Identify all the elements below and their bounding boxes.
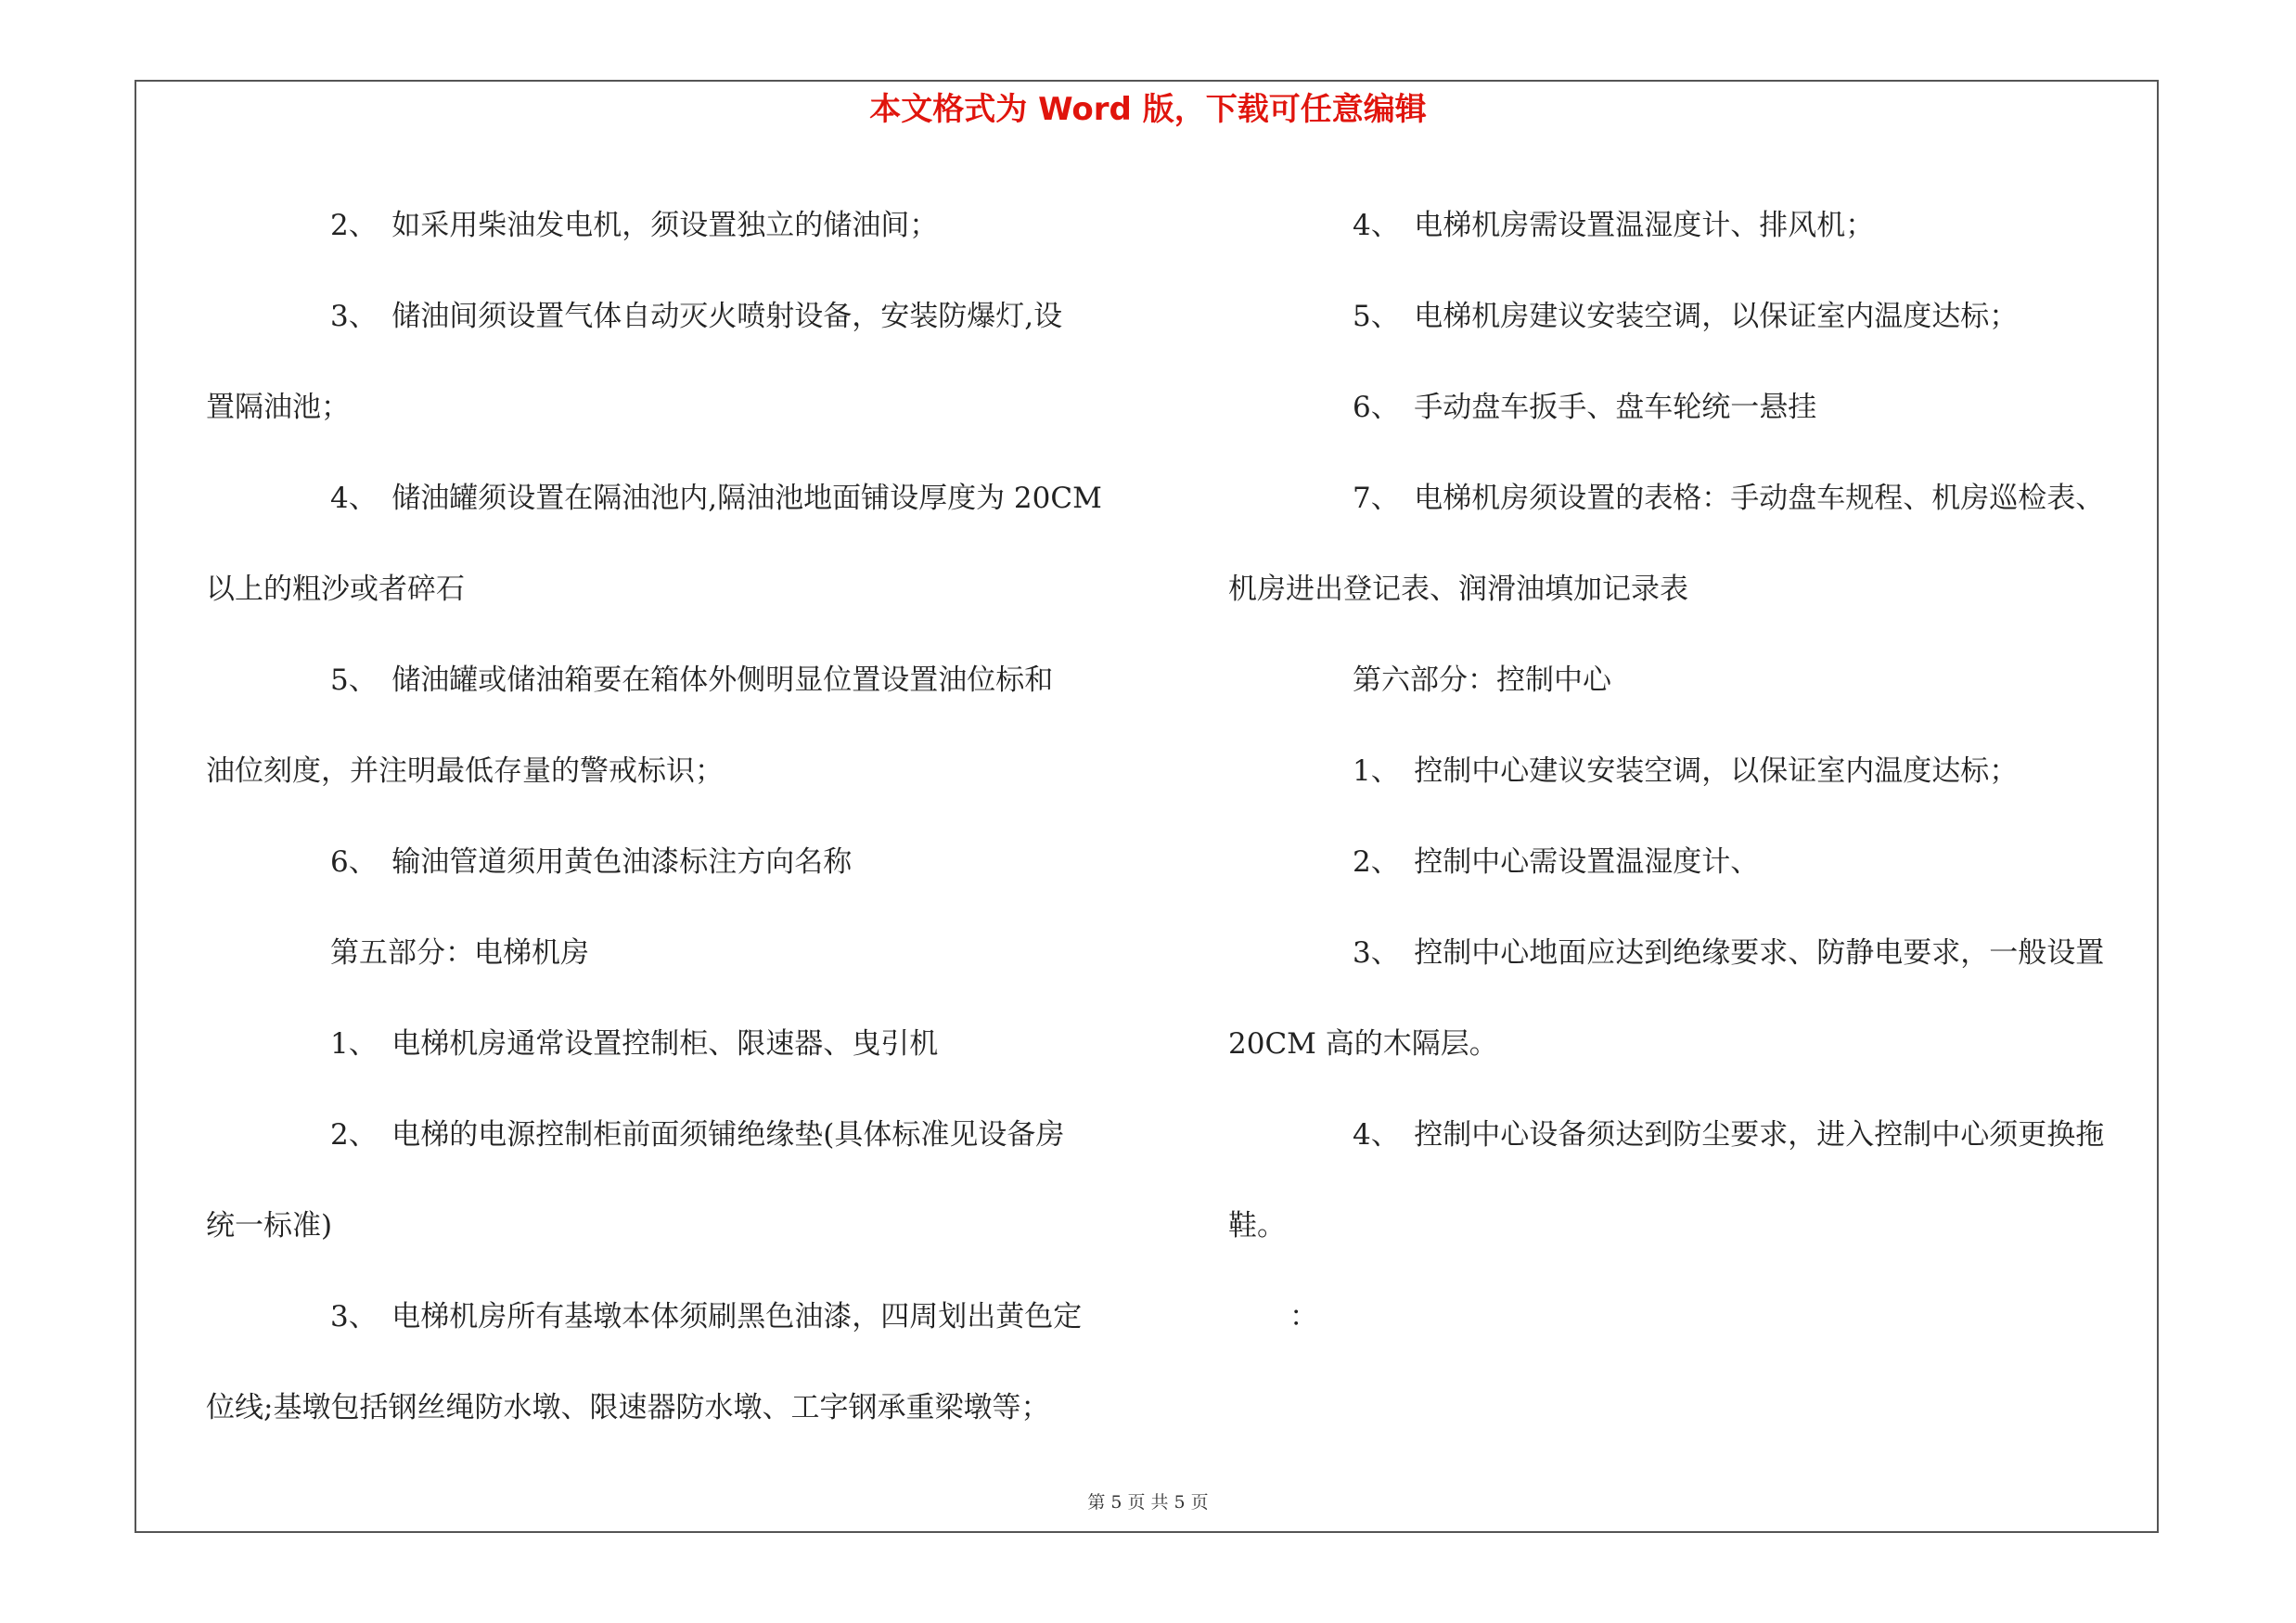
left-line-6: 5、 储油罐或储油箱要在箱体外侧明显位置设置油位标和 (330, 663, 1054, 697)
right-line-4: 7、 电梯机房须设置的表格：手动盘车规程、机房巡检表、 (1353, 482, 2105, 515)
section-heading-elevator-room: 第五部分：电梯机房 (330, 936, 589, 970)
left-line-4: 4、 储油罐须设置在隔油池内,隔油池地面铺设厚度为 20CM (330, 482, 1102, 515)
left-line-12: 统一标准) (206, 1209, 333, 1243)
right-line-2: 5、 电梯机房建议安装空调，以保证室内温度达标； (1353, 300, 2019, 333)
section-heading-control-center: 第六部分：控制中心 (1353, 663, 1611, 697)
left-column (206, 180, 1124, 1453)
left-line-3: 置隔油池； (206, 391, 350, 424)
right-line-13: ： (1289, 1300, 1318, 1333)
right-line-1: 4、 电梯机房需设置温湿度计、排风机； (1353, 209, 1875, 242)
left-line-10: 1、 电梯机房通常设置控制柜、限速器、曳引机 (330, 1027, 939, 1061)
left-line-5: 以上的粗沙或者碎石 (206, 573, 465, 606)
left-line-11: 2、 电梯的电源控制柜前面须铺绝缘垫(具体标准见设备房 (330, 1118, 1065, 1152)
right-line-5: 机房进出登记表、润滑油填加记录表 (1228, 573, 1688, 606)
left-line-14: 位线;基墩包括钢丝绳防水墩、限速器防水墩、工字钢承重梁墩等； (206, 1391, 1050, 1424)
right-column (1228, 180, 2161, 1362)
left-line-13: 3、 电梯机房所有基墩本体须刷黑色油漆，四周划出黄色定 (330, 1300, 1083, 1333)
left-line-2: 3、 储油间须设置气体自动灭火喷射设备，安装防爆灯,设 (330, 300, 1063, 333)
page-number-footer: 第 5 页 共 5 页 (1087, 1492, 1209, 1513)
right-line-7: 1、 控制中心建议安装空调，以保证室内温度达标； (1353, 754, 2019, 788)
left-line-8: 6、 输油管道须用黄色油漆标注方向名称 (330, 845, 853, 879)
left-line-1: 2、 如采用柴油发电机，须设置独立的储油间； (330, 209, 939, 242)
right-line-12: 鞋。 (1228, 1209, 1286, 1243)
right-line-9: 3、 控制中心地面应达到绝缘要求、防静电要求，一般设置 (1353, 936, 2105, 970)
left-line-7: 油位刻度，并注明最低存量的警戒标识； (206, 754, 724, 788)
right-line-10: 20CM 高的木隔层。 (1228, 1027, 1498, 1061)
right-line-3: 6、 手动盘车扳手、盘车轮统一悬挂 (1353, 391, 1817, 424)
right-line-11: 4、 控制中心设备须达到防尘要求，进入控制中心须更换拖 (1353, 1118, 2105, 1152)
right-line-8: 2、 控制中心需设置温湿度计、 (1353, 845, 1760, 879)
document-header-notice: 本文格式为 Word 版，下载可任意编辑 (869, 91, 1427, 128)
